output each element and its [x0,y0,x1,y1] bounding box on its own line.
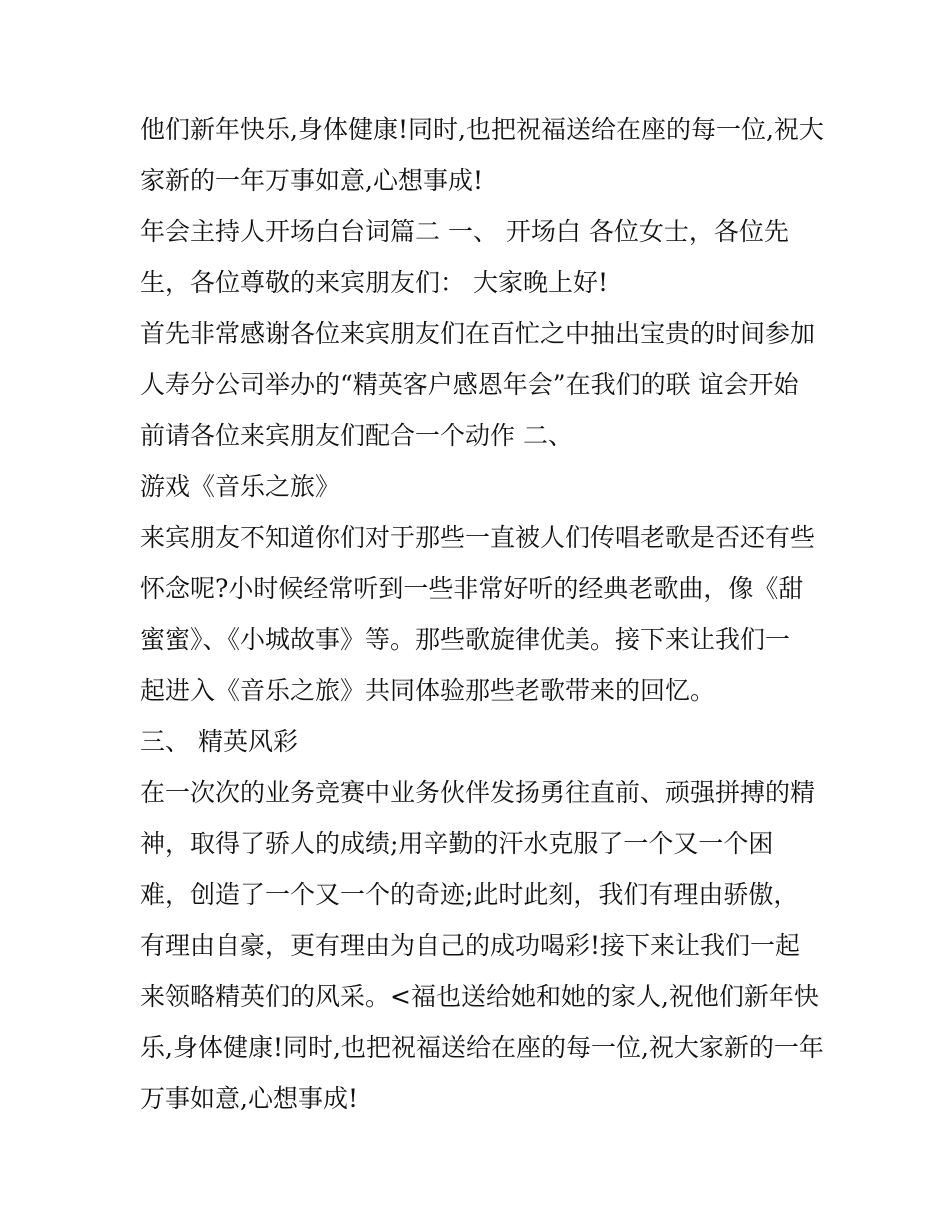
text-line-11: 蜜蜜》、《小城故事》等。那些歌旋律优美。接下来让我们一 [140,625,791,654]
text-line-20: 万事如意,心想事成! [140,1084,358,1113]
text-line-8: 游戏《音乐之旅》 [140,472,341,501]
text-line-10: 怀念呢?小时候经常听到一些非常好听的经典老歌曲，像《甜 [140,574,804,603]
text-line-3: 年会主持人开场白台词篇二 一、 开场白 各位女士，各位先 [140,217,789,246]
text-line-15: 神，取得了骄人的成绩;用辛勤的汗水克服了一个又一个困 [140,829,774,858]
text-line-9: 来宾朋友不知道你们对于那些一直被人们传唱老歌是否还有些 [140,523,816,552]
text-line-12: 起进入《音乐之旅》共同体验那些老歌带来的回忆。 [140,676,716,705]
text-line-1: 他们新年快乐,身体健康!同时,也把祝福送给在座的每一位,祝大 [140,115,824,144]
text-line-18: 来领略精英们的风采。<福也送给她和她的家人,祝他们新年快 [140,982,819,1011]
document-body [140,104,824,1124]
text-line-17: 有理由自豪，更有理由为自己的成功喝彩!接下来让我们一起 [140,931,801,960]
text-line-2: 家新的一年万事如意,心想事成! [140,166,483,195]
text-line-19: 乐,身体健康!同时,也把祝福送给在座的每一位,祝大家新的一年 [140,1033,824,1062]
text-line-4: 生，各位尊敬的来宾朋友们： 大家晚上好! [140,268,608,297]
text-line-5: 首先非常感谢各位来宾朋友们在百忙之中抽出宝贵的时间参加 [140,319,816,348]
text-line-7: 前请各位来宾朋友们配合一个动作 二、 [140,421,573,450]
text-line-16: 难，创造了一个又一个的奇迹;此时此刻，我们有理由骄傲， [140,880,799,909]
text-line-13: 三、 精英风彩 [140,727,298,756]
text-line-6: 人寿分公司举办的“精英客户感恩年会”在我们的联 谊会开始 [140,370,799,399]
text-line-14: 在一次次的业务竞赛中业务伙伴发扬勇往直前、顽强拼搏的精 [140,778,816,807]
